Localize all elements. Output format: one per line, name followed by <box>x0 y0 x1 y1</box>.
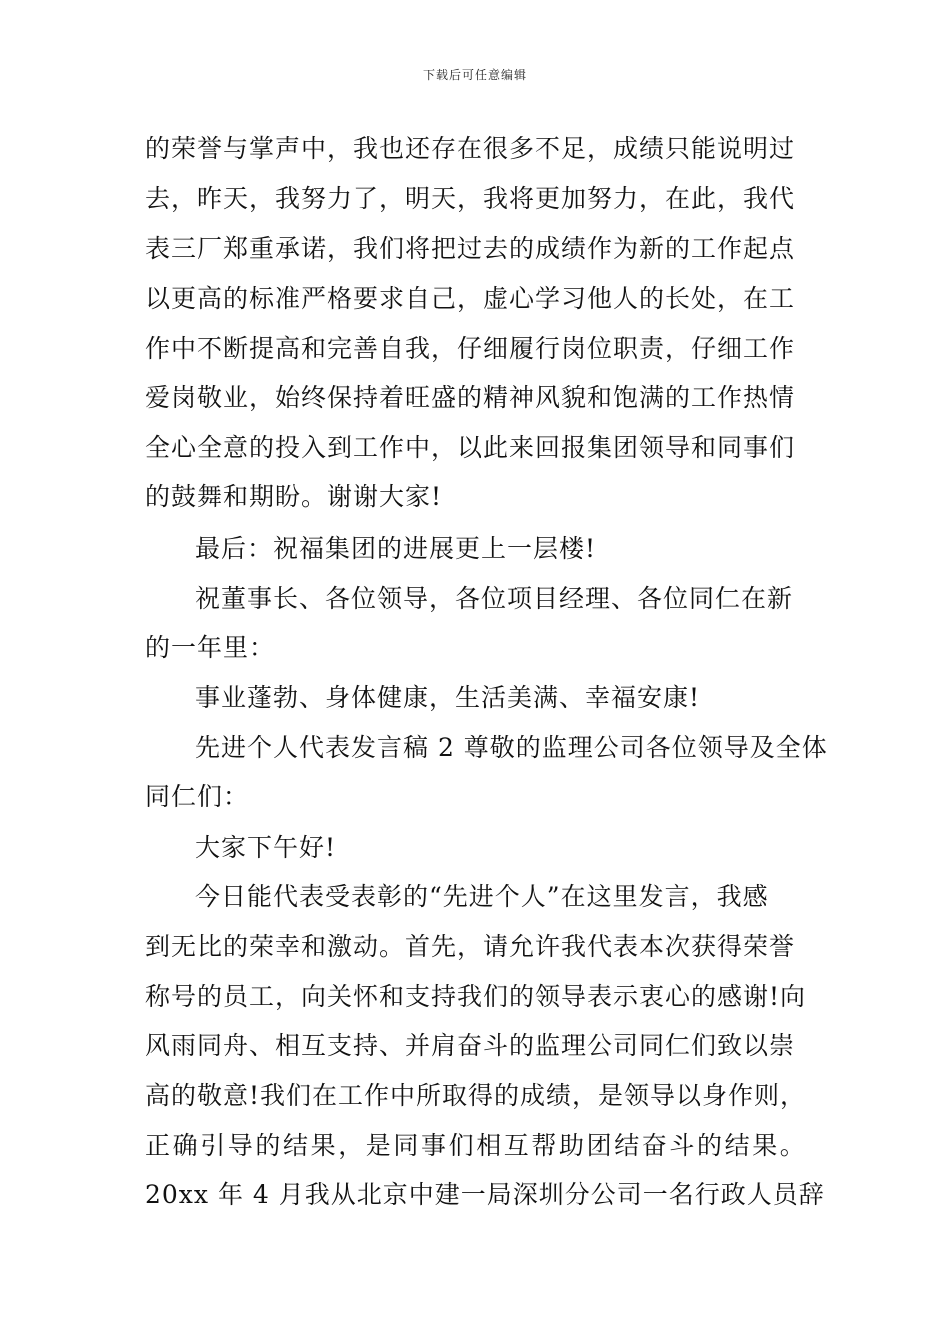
text-line: 爱岗敬业，始终保持着旺盛的精神风貌和饱满的工作热情 <box>145 383 796 412</box>
text-line: 最后：祝福集团的进展更上一层楼! <box>195 534 597 563</box>
text-line: 今日能代表受表彰的“先进个人”在这里发言，我感 <box>195 882 769 911</box>
text-line: 到无比的荣幸和激动。首先，请允许我代表本次获得荣誉 <box>145 932 796 961</box>
text-line: 称号的员工，向关怀和支持我们的领导表示衷心的感谢!向 <box>145 982 807 1011</box>
text-line: 全心全意的投入到工作中，以此来回报集团领导和同事们 <box>145 433 796 462</box>
text-line: 以更高的标准严格要求自己，虚心学习他人的长处，在工 <box>145 284 796 313</box>
text-line: 去，昨天，我努力了，明天，我将更加努力，在此，我代 <box>145 184 796 213</box>
text-line: 事业蓬勃、身体健康，生活美满、幸福安康! <box>195 683 701 712</box>
page-header: 下载后可任意编辑 <box>422 68 527 82</box>
text-line: 20xx 年 4 月我从北京中建一局深圳分公司一名行政人员辞 <box>145 1180 825 1209</box>
text-line: 同仁们： <box>145 782 250 811</box>
text-line: 的一年里： <box>145 633 276 662</box>
text-line: 风雨同舟、相互支持、并肩奋斗的监理公司同仁们致以崇 <box>145 1031 796 1060</box>
text-line: 大家下午好! <box>195 833 337 862</box>
text-line: 的荣誉与掌声中，我也还存在很多不足，成绩只能说明过 <box>145 134 796 163</box>
text-line: 正确引导的结果，是同事们相互帮助团结奋斗的结果。 <box>145 1131 808 1160</box>
text-line: 高的敬意!我们在工作中所取得的成绩，是领导以身作则， <box>145 1081 807 1110</box>
text-line: 祝董事长、各位领导，各位项目经理、各位同仁在新 <box>195 584 794 613</box>
text-line: 先进个人代表发言稿 2 尊敬的监理公司各位领导及全体 <box>195 733 828 762</box>
text-line: 表三厂郑重承诺，我们将把过去的成绩作为新的工作起点 <box>145 234 796 263</box>
text-line: 作中不断提高和完善自我，仔细履行岗位职责，仔细工作 <box>145 334 796 363</box>
text-line: 的鼓舞和期盼。谢谢大家! <box>145 482 443 511</box>
